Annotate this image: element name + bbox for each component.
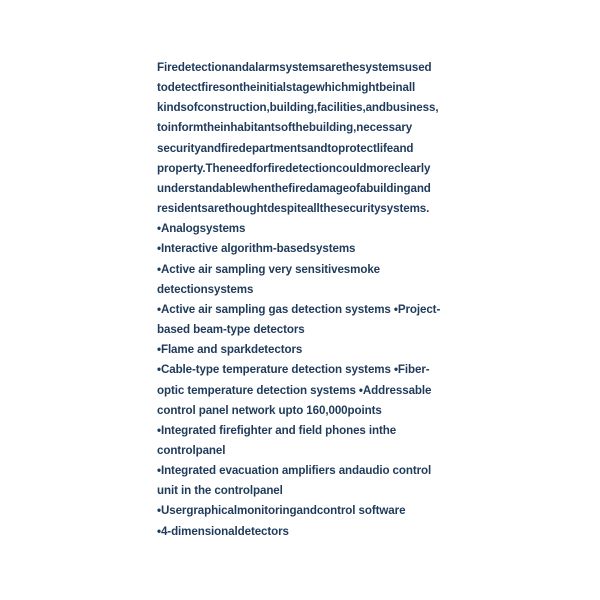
list-line: •4-dimensionaldetectors: [157, 524, 289, 538]
paragraph-line: residentsarethoughtdespiteallthesecuritysystems.: [157, 202, 430, 216]
list-line: •Cable-type temperature detection systems •Fiber-: [157, 363, 430, 377]
list-line: based beam-type detectors: [157, 323, 305, 337]
list-line: detectionsystems: [157, 282, 254, 296]
list-line: unit in the controlpanel: [157, 484, 283, 498]
list-line: •Integrated firefighter and field phones inthe: [157, 423, 397, 437]
intro-paragraph: [157, 58, 447, 219]
list-line: controlpanel: [157, 443, 226, 457]
paragraph-line: todetectfiresontheinitialstagewhichmightbeinall: [157, 81, 416, 95]
paragraph-line: kindsofconstruction,building,facilities,andbusiness,: [157, 101, 439, 115]
list-line: •Interactive algorithm-basedsystems: [157, 242, 356, 256]
list-line: •Active air sampling gas detection systems •Project-: [157, 302, 441, 316]
list-line: •Usergraphicalmonitoringandcontrol software: [157, 504, 406, 518]
list-line: control panel network upto 160,000points: [157, 403, 382, 417]
document-body: [157, 58, 447, 542]
list-line: optic temperature detection systems •Addressable: [157, 383, 432, 397]
list-line: •Active air sampling very sensitivesmoke: [157, 262, 381, 276]
paragraph-line: property.Theneedforfiredetectioncouldmoreclearly: [157, 161, 431, 175]
list-line: •Analogsystems: [157, 222, 246, 236]
feature-list: [157, 219, 447, 542]
paragraph-line: Firedetectionandalarmsystemsarethesystemsused: [157, 61, 432, 74]
paragraph-line: understandablewhenthefiredamageofabuildingand: [157, 181, 431, 195]
list-line: •Flame and sparkdetectors: [157, 343, 303, 357]
list-line: •Integrated evacuation amplifiers andaudio control: [157, 464, 432, 478]
paragraph-line: securityandfiredepartmentsandtoprotectlifeand: [157, 141, 414, 155]
paragraph-line: toinformtheinhabitantsofthebuilding,necessary: [157, 121, 413, 135]
